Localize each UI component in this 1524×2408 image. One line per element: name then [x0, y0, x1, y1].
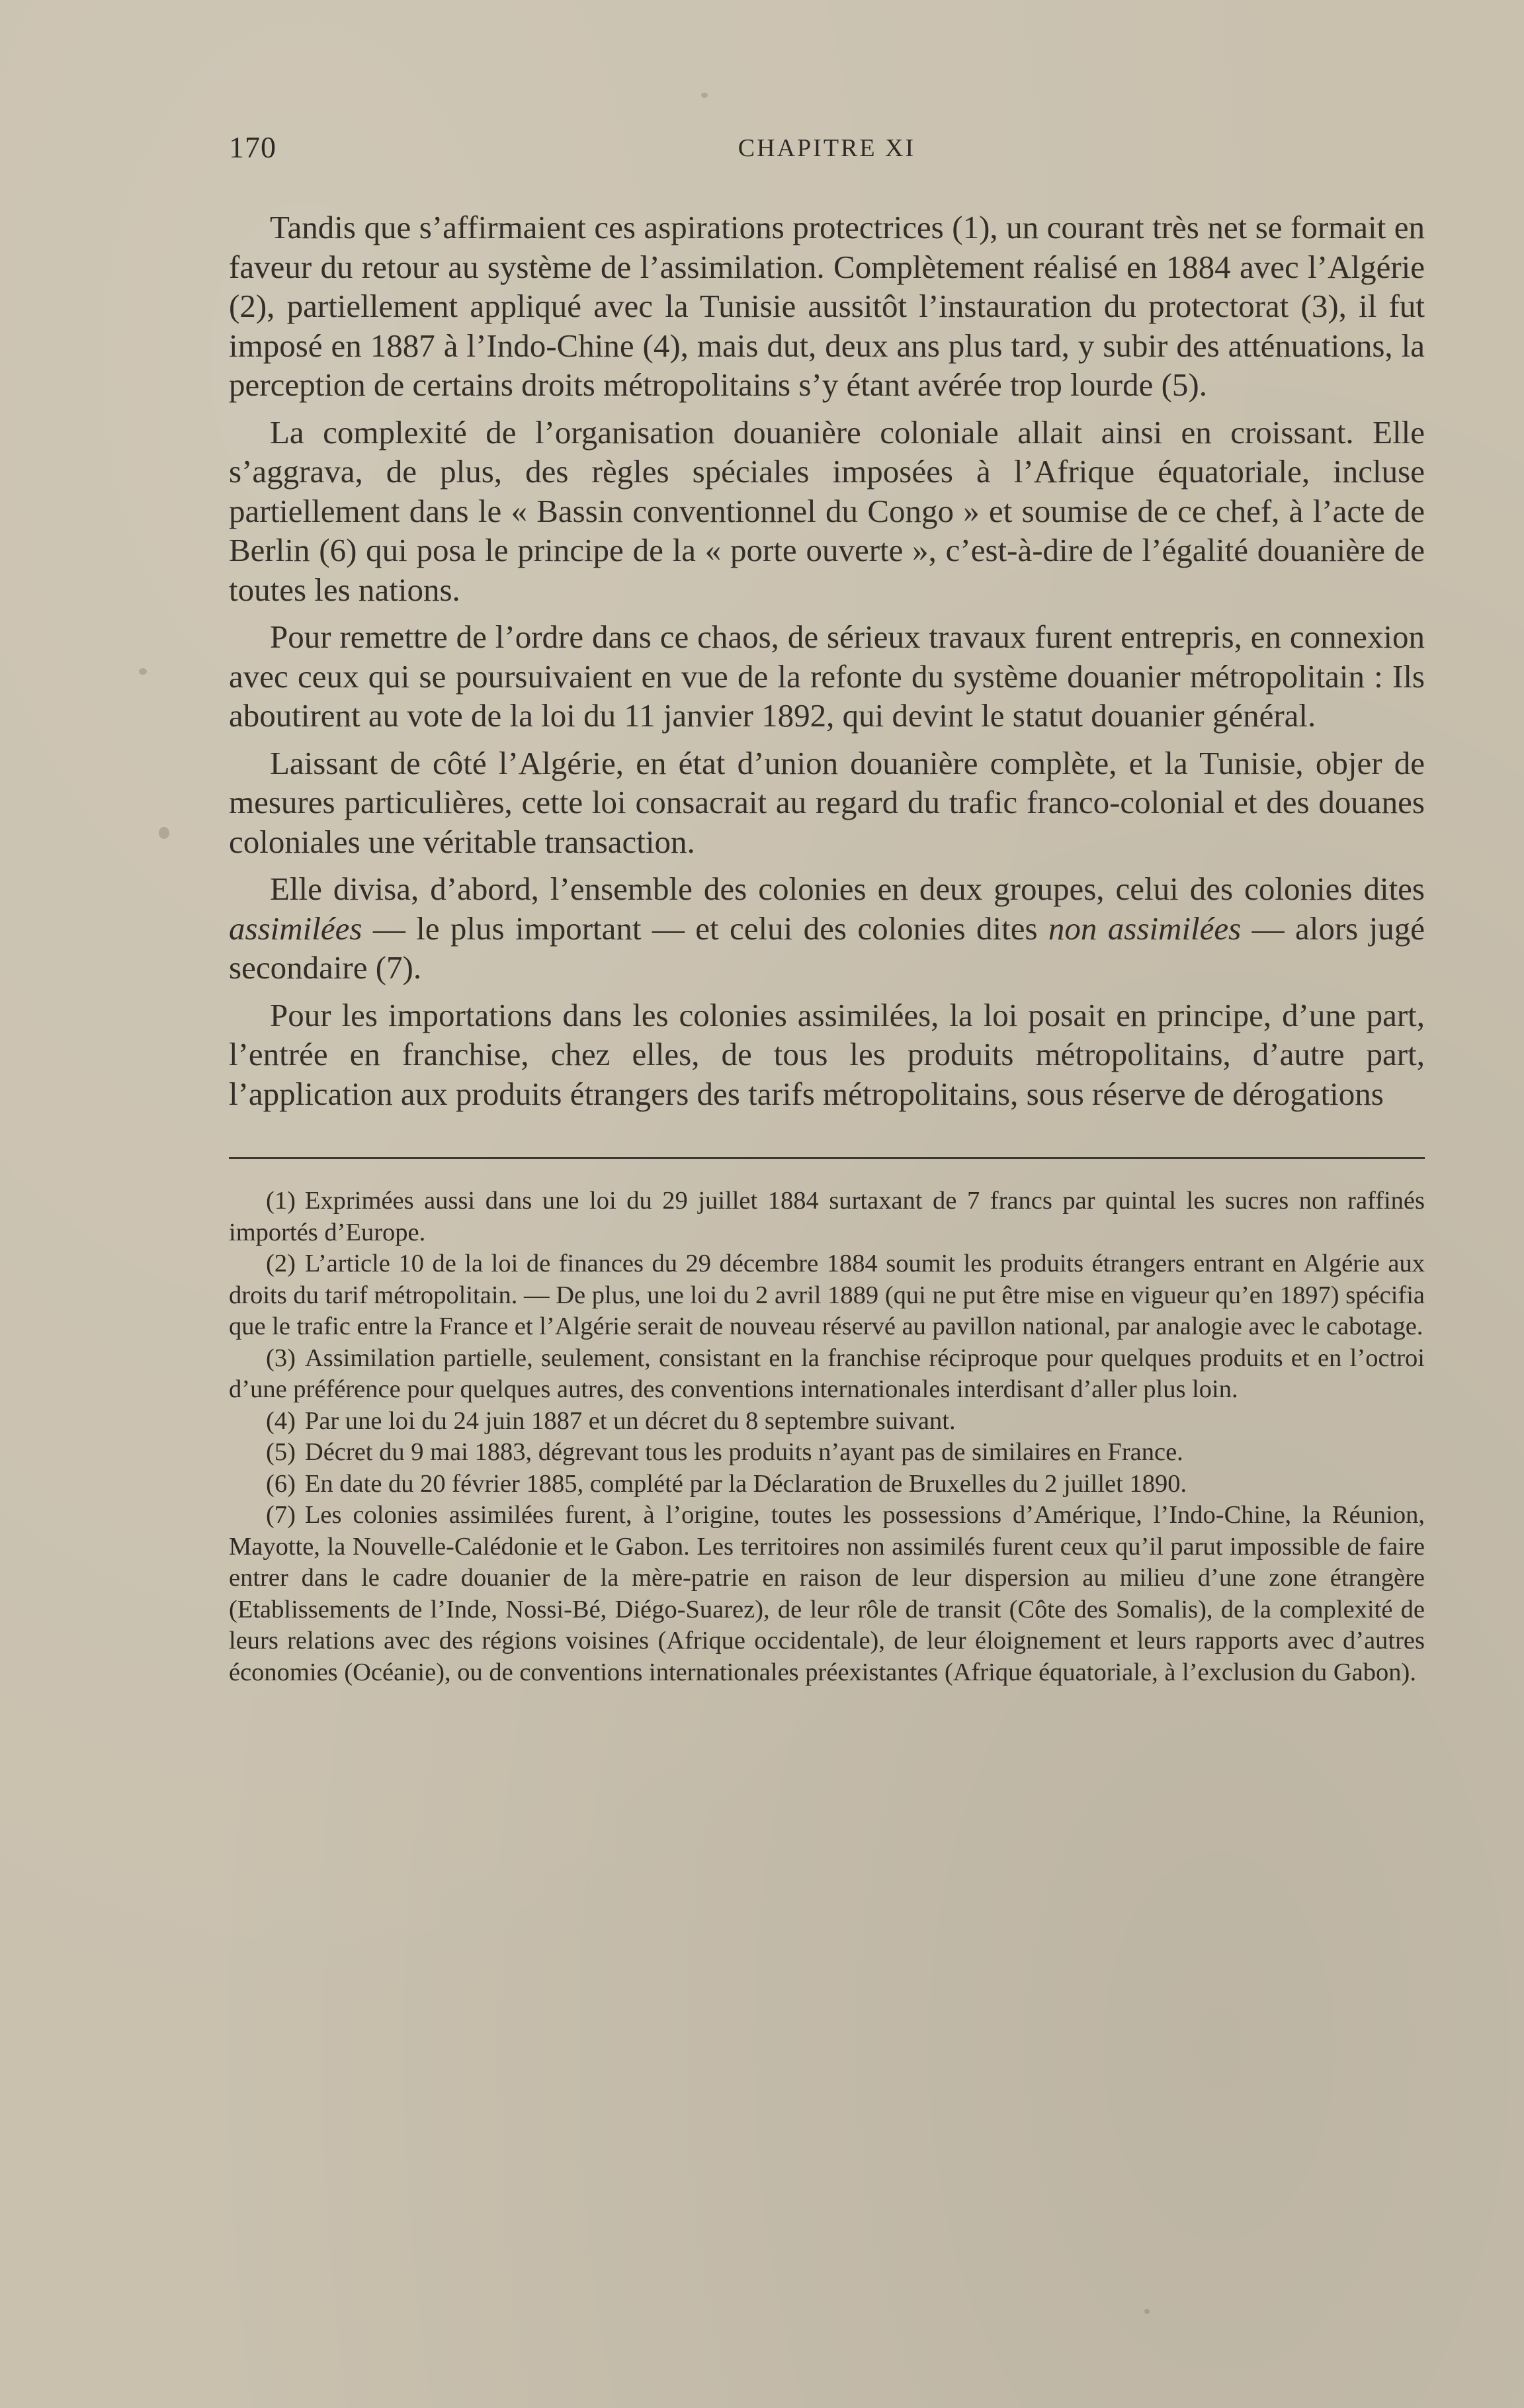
paragraph-text: — le plus important — et celui des colonies dites [362, 910, 1048, 947]
footnote-number: (1) [266, 1187, 296, 1215]
footnote-text: Les colonies assimilées furent, à l’origine, toutes les possessions d’Amérique, l’Indo-Chine, la Réunion, Mayotte, la Nouvelle-Calédonie et le Gabon. Les territoires non assimilés furent ceux qu’il parut impossible de faire entrer dans le cadre douanier de la mère-patrie en raison de leur dispersion au milieu d’une zone étrangère (Etablissements de l’Inde, Nossi-Bé, Diégo-Suarez), de leur rôle de transit (Côte des Somalis), de la complexité de leurs relations avec des régions voisines (Afrique occidentale), de leur éloignement et leurs rapports avec d’autres économies (Océanie), ou de conventions internationales préexistantes (Afrique équatoriale, à l’exclusion du Gabon). [229, 1501, 1425, 1686]
footnote [229, 1248, 1425, 1343]
paper-speck [701, 93, 708, 98]
footnote-number: (3) [266, 1344, 296, 1372]
italic-term: assimilées [229, 910, 362, 947]
footnote-number: (5) [266, 1438, 296, 1466]
paper-speck [159, 827, 169, 839]
footnote-number: (4) [266, 1406, 296, 1435]
main-text [229, 208, 1425, 1113]
footnote-number: (2) [266, 1250, 296, 1277]
footnote-text: En date du 20 février 1885, complété par la Déclaration de Bruxelles du 2 juillet 1890. [304, 1469, 1187, 1498]
paragraph: La complexité de l’organisation douanière coloniale allait ainsi en croissant. Elle s’aggrava, de plus, des règles spéciales imposées à l’Afrique équatoriale, incluse partiellement dans le « Bassin conventionnel du Congo » et soumise de ce chef, à l’acte de Berlin (6) qui posa le principe de la « porte ouverte », c’est-à-dire de l’égalité douanière de toutes les nations. [229, 413, 1425, 608]
footnote [229, 1185, 1425, 1248]
book-page [229, 130, 1425, 2313]
footnote [229, 1469, 1425, 1500]
footnote-text: Décret du 9 mai 1883, dégrevant tous les produits n’ayant pas de similaires en France. [304, 1438, 1183, 1466]
footnote [229, 1343, 1425, 1406]
footnote-number: (7) [266, 1501, 296, 1529]
footnote-number: (6) [266, 1469, 296, 1498]
paragraph-text: — alors jugé secondaire (7). [229, 910, 1425, 986]
paragraph: Pour les importations dans les colonies assimilées, la loi posait en principe, d’une part, l’entrée en franchise, chez elles, de tous les produits métropolitains, d’autre part, l’application aux produits étrangers des tarifs métropolitains, sous réserve de dérogations [229, 996, 1425, 1112]
italic-term: non assimilées [1048, 910, 1242, 947]
footnote [229, 1500, 1425, 1688]
footnote-text: Assimilation partielle, seulement, consistant en la franchise réciproque pour quelques produits et en l’octroi d’une préférence pour quelques autres, des conventions internationales interdisant d’aller plus loin. [229, 1344, 1425, 1403]
footnote-text: L’article 10 de la loi de finances du 29 décembre 1884 soumit les produits étrangers entrant en Algérie aux droits du tarif métropolitain. — De plus, une loi du 2 avril 1889 (qui ne put être mise en vigueur qu’en 1897) spécifia que le trafic entre la France et l’Algérie serait de nouveau réservé au pavillon national, par analogie avec le cabotage. [229, 1250, 1425, 1340]
footnote-text: Exprimées aussi dans une loi du 29 juillet 1884 surtaxant de 7 francs par quintal les sucres non raffinés importés d’Europe. [229, 1187, 1425, 1246]
chapter-heading: CHAPITRE XI [738, 134, 916, 162]
running-head [229, 130, 1425, 169]
footnote [229, 1437, 1425, 1469]
paragraph: Laissant de côté l’Algérie, en état d’union douanière complète, et la Tunisie, objer de mesures particulières, cette loi consacrait au regard du trafic franco-colonial et des douanes coloniales une véritable transaction. [229, 744, 1425, 860]
paragraph: Pour remettre de l’ordre dans ce chaos, de sérieux travaux furent entrepris, en connexion avec ceux qui se poursuivaient en vue de la refonte du système douanier métropolitain : Ils aboutirent au vote de la loi du 11 janvier 1892, qui devint le statut douanier général. [229, 619, 1425, 734]
footnote-text: Par une loi du 24 juin 1887 et un décret du 8 septembre suivant. [304, 1406, 956, 1435]
paragraph-text: Elle divisa, d’abord, l’ensemble des colonies en deux groupes, celui des colonies dites [270, 871, 1425, 907]
footnote [229, 1406, 1425, 1438]
page-number: 170 [229, 130, 276, 164]
footnotes [229, 1185, 1425, 1688]
paper-speck [139, 668, 147, 675]
footnote-rule [229, 1157, 1425, 1159]
paragraph: Tandis que s’affirmaient ces aspirations protectrices (1), un courant très net se formait en faveur du retour au système de l’assimilation. Complètement réalisé en 1884 avec l’Algérie (2), partiellement appliqué avec la Tunisie aussitôt l’instauration du protectorat (3), il fut imposé en 1887 à l’Indo-Chine (4), mais dut, deux ans plus tard, y subir des atténuations, la perception de certains droits métropolitains s’y étant avérée trop lourde (5). [229, 209, 1425, 403]
paragraph [229, 869, 1425, 988]
